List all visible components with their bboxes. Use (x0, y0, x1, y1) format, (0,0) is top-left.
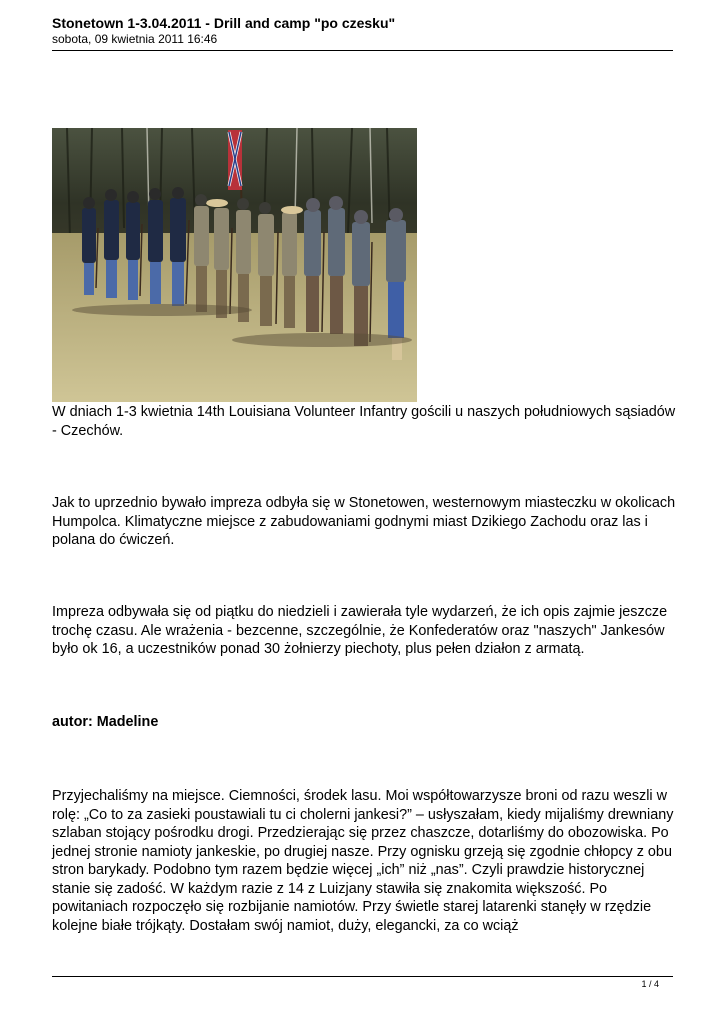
document-date: sobota, 09 kwietnia 2011 16:46 (52, 32, 218, 46)
author-line: autor: Madeline (52, 714, 159, 730)
article-photo (52, 128, 417, 402)
event-paragraph: Impreza odbywała się od piątku do niedzieli i zawierała tyle wydarzeń, że ich opis zajmie jeszcze trochę czasu. Ale wrażenia - bezcenne, szczególnie, że Konfederatów oraz "naszych" Jankesów było ok 16, a uczestników ponad 30 żołnierzy piechoty, plus pełen działon z armatą. (52, 604, 668, 657)
intro-paragraph: W dniach 1-3 kwietnia 14th Louisiana Volunteer Infantry gościli u naszych południowych sąsiadów - Czechów. (52, 404, 676, 439)
location-paragraph: Jak to uprzednio bywało impreza odbyła się w Stonetowen, westernowym miasteczku w okolicach Humpolca. Klimatyczne miejsce z zabudowaniami godnymi miast Dzikiego Zachodu oraz las i polana do ćwiczeń. (52, 495, 676, 548)
footer-divider (52, 976, 673, 977)
page-number: 1 / 4 (641, 979, 659, 989)
story-paragraph: Przyjechaliśmy na miejsce. Ciemności, środek lasu. Moi współtowarzysze broni od razu weszli w rolę: „Co to za zasieki poustawiali tu ci cholerni jankesi?” – usłyszałam, kiedy mijaliśmy drewniany szlaban stojący pośrodku drogi. Przedzierając się przez chaszcze, dotarliśmy do obozowiska. Po jednej stronie namioty jankeskie, po drugiej nasze. Przy ognisku grzeją się zgodnie chłopcy z obu stron barykady. Podobno tym razem będzie więcej „ich” niż „nas”. Czyli prawdzie historycznej stanie się zadość. W każdym razie z 14 z Luizjany stawiła się znakomita większość. Po powitaniach rozpoczęło się rozbijanie namiotów. Przy świetle starej latarenki stanęły w rzędzie kolejne białe trójkąty. Dostałam swój namiot, duży, elegancki, za co wciąż (52, 788, 674, 934)
header-divider (52, 50, 673, 51)
document-title: Stonetown 1-3.04.2011 - Drill and camp "po czesku" (52, 15, 396, 31)
